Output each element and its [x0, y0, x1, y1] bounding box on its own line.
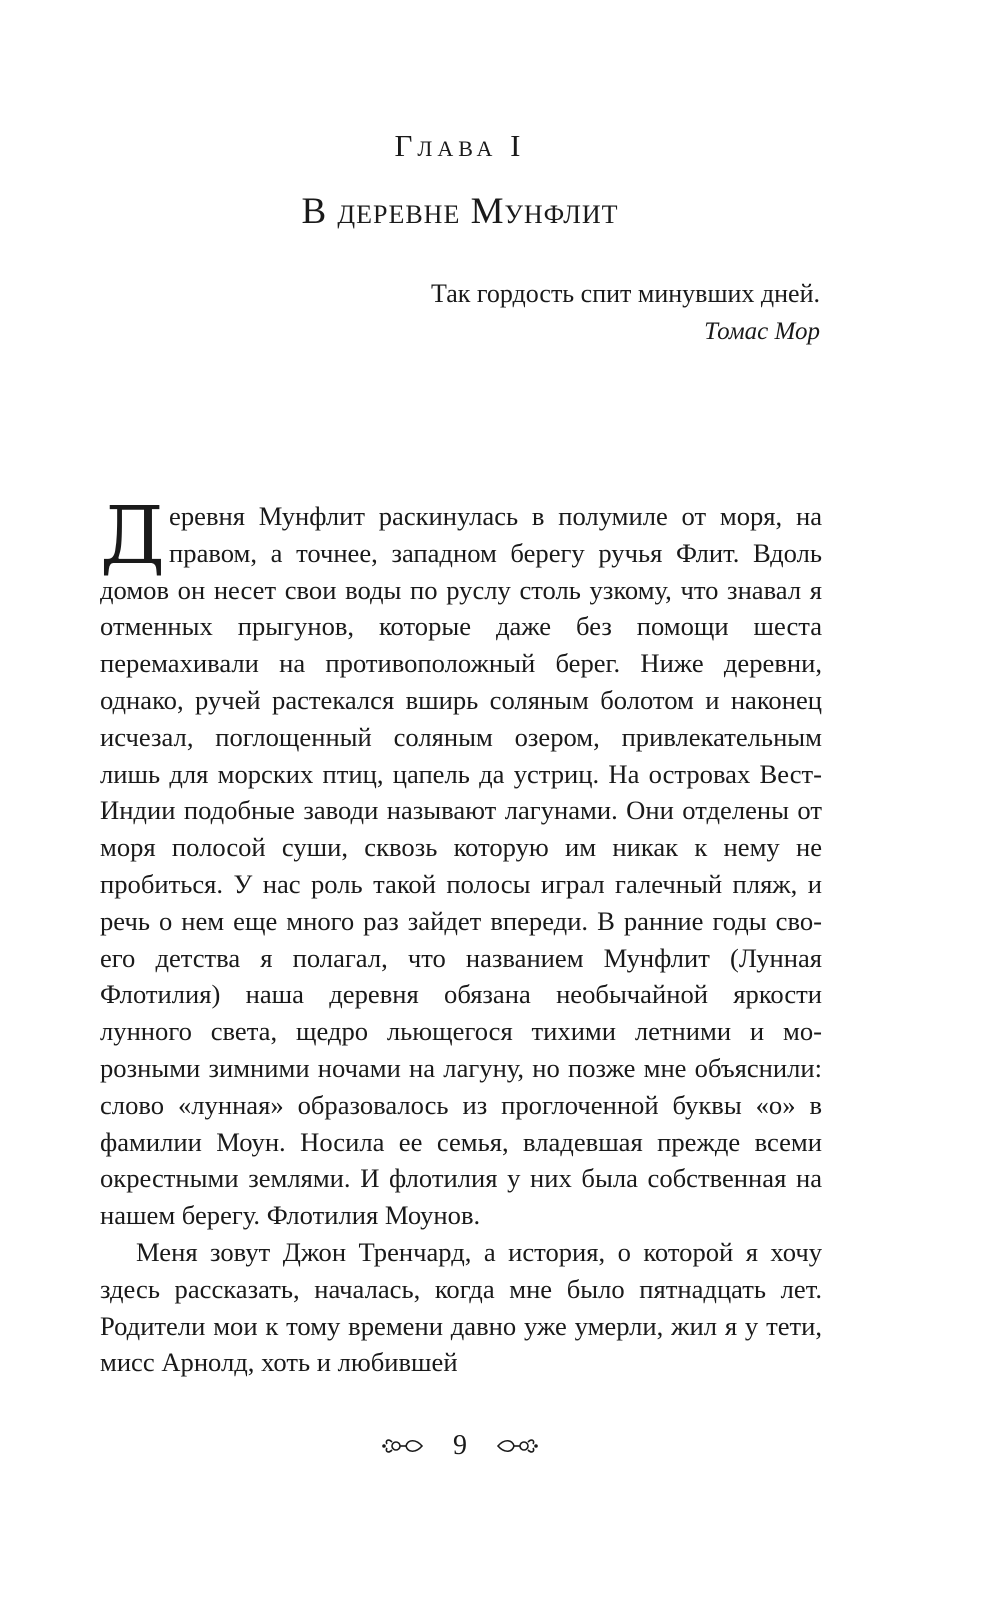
- paragraph-1-text: еревня Мунфлит раскинулась в полумиле от моря, на правом, а точнее, западном берегу ручья Флит. Вдоль домов он несет свои воды по руслу столь узкому, что знавал я отменных прыгунов, которые даже без помощи шеста перемахивали на противоположный берег. Ниже деревни, однако, ручей растекался вширь соляным болотом и наконец исчезал, поглощенный соляным озером, привлекательным лишь для морских птиц, цапель да устриц. На островах Вест-Индии подобные заводи называют лагунами. Они отделены от моря полосой суши, сквозь которую им никак к нему не пробиться. У нас роль такой полосы играл галечный пляж, и речь о нем еще много раз зайдет впереди. В ранние годы своего детства я полагал, что названием Мунфлит (Лунная Флотилия) наша деревня обязана необычайной яркости лунного света, щедро льющегося тихими летними и морозными зимними ночами на лагуну, но позже мне объяснили: слово «лунная» образовалось из проглоченной буквы «о» в фамилии Моун. Носила ее семья, владевшая прежде всеми окрестными землями. И флотилия у них была собственная на нашем берегу. Флотилия Моунов.: [100, 501, 822, 1231]
- epigraph-text: Так гордость спит минувших дней.: [430, 279, 820, 308]
- body-text: [100, 489, 822, 1381]
- paragraph-2: Меня зовут Джон Тренчард, а история, о которой я хочу здесь рассказать, началась, когда мне было пятнадцать лет. Родители мои к тому времени давно уже умерли, жил я у тети, мисс Арнолд, хоть и любившей: [100, 1236, 822, 1378]
- drop-cap: Д: [100, 489, 166, 582]
- chapter-number: Глава I: [394, 128, 526, 163]
- chapter-title: В деревне Мунфлит: [301, 191, 619, 232]
- epigraph: [431, 275, 820, 351]
- fleuron-left-icon: [382, 1435, 426, 1457]
- paragraph-1: [100, 489, 822, 1234]
- page-number: 9: [453, 1429, 467, 1461]
- epigraph-author: Томас Мор: [704, 318, 820, 345]
- page-footer: [0, 1428, 920, 1462]
- fleuron-right-icon: [494, 1435, 538, 1457]
